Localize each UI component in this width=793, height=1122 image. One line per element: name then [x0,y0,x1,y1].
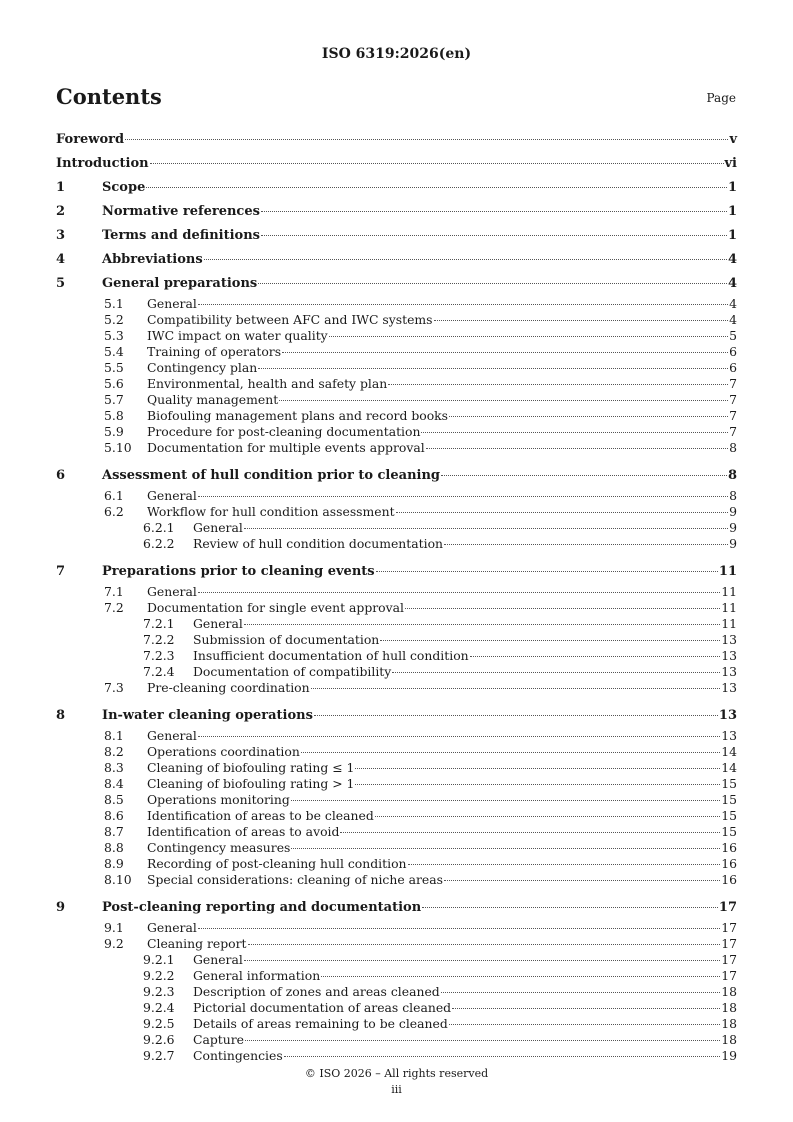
toc-entry-page: 17 [718,900,737,915]
toc-entry-number: 5.6 [104,376,124,391]
toc-entry[interactable] [56,520,737,536]
toc-entry[interactable] [56,584,737,600]
toc-entry-page: 4 [729,296,737,311]
toc-entry-title: Recording of post-cleaning hull condition [147,856,407,871]
dot-leader [291,800,720,801]
toc-entry[interactable] [56,152,737,176]
toc-entry[interactable] [56,360,737,376]
toc-entry-title: Operations coordination [147,744,300,759]
toc-entry-page: 9 [729,504,737,519]
toc-entry-title: Contingencies [193,1048,283,1063]
toc-entry[interactable] [56,1016,737,1032]
toc-entry[interactable] [56,648,737,664]
toc-entry[interactable] [56,728,737,744]
toc-entry-number: 8.8 [104,840,124,855]
dot-leader [311,688,721,689]
toc-entry-page: 15 [721,792,737,807]
toc-entry-page: 11 [718,564,737,579]
dot-leader [258,283,727,284]
dot-leader [301,752,720,753]
toc-entry-number: 9.2.4 [143,1000,175,1015]
toc-entry-number: 8.2 [104,744,124,759]
toc-entry[interactable] [56,312,737,328]
toc-entry-title: General [193,952,243,967]
toc-entry-number: 6.2.1 [143,520,175,535]
toc-entry[interactable] [56,176,737,200]
toc-entry-title: General information [193,968,321,983]
toc-entry[interactable] [56,424,737,440]
toc-entry-page: 16 [721,872,737,887]
toc-entry-number: 7 [56,564,66,579]
contents-title: Contents [56,84,162,109]
toc-entry-title: Preparations prior to cleaning events [102,564,375,579]
toc-entry[interactable] [56,952,737,968]
toc-entry-number: 5.10 [104,440,132,455]
toc-entry-title: General [147,920,197,935]
dot-leader [198,496,728,497]
toc-entry[interactable] [56,664,737,680]
toc-entry[interactable] [56,704,737,728]
toc-entry-page: 1 [727,204,737,219]
toc-entry-page: 18 [721,1016,737,1031]
dot-leader [426,448,728,449]
toc-entry-title: In-water cleaning operations [102,708,313,723]
toc-entry-title: General [147,584,197,599]
toc-entry-number: 3 [56,228,66,243]
toc-entry-page: 11 [721,616,737,631]
toc-entry-page: 11 [721,584,737,599]
toc-entry[interactable] [56,392,737,408]
dot-leader [340,832,720,833]
toc-entry[interactable] [56,760,737,776]
toc-entry-number: 2 [56,204,66,219]
toc-entry-title: Documentation of compatibility [193,664,392,679]
page-column-label: Page [706,91,736,105]
toc-entry-title: Assessment of hull condition prior to cleaning [102,468,440,483]
toc-entry-title: Details of areas remaining to be cleaned [193,1016,448,1031]
toc-entry[interactable] [56,296,737,312]
toc-entry[interactable] [56,464,737,488]
dot-leader [408,864,721,865]
dot-leader [449,1024,720,1025]
copyright-notice: © ISO 2026 – All rights reserved [304,1067,489,1080]
toc-entry-page: 13 [721,648,737,663]
dot-leader [388,384,728,385]
toc-entry[interactable] [56,856,737,872]
toc-entry[interactable] [56,936,737,952]
dot-leader [198,304,728,305]
toc-entry-title: Documentation for multiple events approval [147,440,425,455]
toc-entry-number: 6 [56,468,66,483]
dot-leader [258,368,728,369]
dot-leader [470,656,721,657]
toc-entry[interactable] [56,872,737,888]
toc-entry-number: 5.9 [104,424,124,439]
dot-leader [284,1056,721,1057]
toc-entry[interactable] [56,896,737,920]
dot-leader [444,880,720,881]
toc-entry-page: 7 [729,376,737,391]
toc-entry-title: Contingency plan [147,360,258,375]
toc-entry-page: vi [724,156,737,171]
toc-entry-number: 9.2.7 [143,1048,175,1063]
toc-entry[interactable] [56,680,737,696]
toc-entry-page: 4 [727,276,737,291]
toc-entry-number: 6.2 [104,504,124,519]
toc-entry-title: Biofouling management plans and record books [147,408,449,423]
dot-leader [444,544,728,545]
toc-entry-title: Review of hull condition documentation [193,536,444,551]
dot-leader [261,235,727,236]
toc-entry-page: 8 [727,468,737,483]
toc-entry-title: General preparations [102,276,258,291]
dot-leader [422,907,718,908]
toc-entry[interactable] [56,200,737,224]
toc-entry-title: Pre-cleaning coordination [147,680,310,695]
toc-entry-page: 4 [729,312,737,327]
toc-entry-title: Identification of areas to be cleaned [147,808,374,823]
dot-leader [441,992,721,993]
toc-entry-title: General [147,488,197,503]
dot-leader [329,336,728,337]
toc-entry-number: 5.8 [104,408,124,423]
toc-entry-number: 8.5 [104,792,124,807]
toc-entry-number: 8.7 [104,824,124,839]
dot-leader [405,608,720,609]
toc-entry-number: 7.2.1 [143,616,175,631]
toc-entry-title: Abbreviations [102,252,203,267]
toc-entry-page: 13 [721,632,737,647]
toc-entry-number: 5.7 [104,392,124,407]
toc-entry-number: 4 [56,252,66,267]
toc-entry[interactable] [56,1000,737,1016]
dot-leader [146,187,727,188]
toc-entry-title: Special considerations: cleaning of niche areas [147,872,443,887]
dot-leader [125,139,728,140]
toc-entry-title: Workflow for hull condition assessment [147,504,395,519]
toc-entry-number: 7.1 [104,584,124,599]
toc-entry-title: Foreword [56,132,125,147]
dot-leader [449,416,728,417]
toc-entry-title: General [147,296,197,311]
toc-entry[interactable] [56,1032,737,1048]
toc-entry[interactable] [56,504,737,520]
toc-entry[interactable] [56,224,737,248]
toc-entry-page: 9 [729,536,737,551]
toc-entry[interactable] [56,984,737,1000]
toc-entry-title: Post-cleaning reporting and documentation [102,900,422,915]
toc-entry-page: 7 [729,424,737,439]
toc-entry[interactable] [56,1048,737,1064]
toc-entry-title: Submission of documentation [193,632,380,647]
toc-entry-number: 5.1 [104,296,124,311]
toc-entry-number: 9.2.6 [143,1032,175,1047]
page-footer [0,1066,793,1098]
toc-entry-number: 6.2.2 [143,536,175,551]
toc-entry-number: 7.3 [104,680,124,695]
toc-entry-title: Cleaning report [147,936,247,951]
toc-entry[interactable] [56,536,737,552]
toc-entry-title: General [147,728,197,743]
toc-entry[interactable] [56,344,737,360]
toc-entry-page: 6 [729,360,737,375]
toc-entry-page: 17 [721,936,737,951]
toc-entry-number: 9.2 [104,936,124,951]
toc-entry[interactable] [56,776,737,792]
toc-entry-title: Scope [102,180,146,195]
dot-leader [380,640,720,641]
toc-entry-title: Introduction [56,156,149,171]
toc-entry-page: 16 [721,840,737,855]
toc-entry-number: 5.5 [104,360,124,375]
dot-leader [291,848,720,849]
toc-entry-number: 8.4 [104,776,124,791]
toc-entry-number: 5.4 [104,344,124,359]
toc-entry[interactable] [56,376,737,392]
toc-entry-number: 5.2 [104,312,124,327]
toc-entry-title: Cleaning of biofouling rating ≤ 1 [147,760,355,775]
toc-entry[interactable] [56,488,737,504]
dot-leader [355,768,720,769]
dot-leader [261,211,727,212]
toc-entry-page: 17 [721,952,737,967]
dot-leader [198,928,720,929]
dot-leader [198,592,720,593]
toc-entry-title: Training of operators [147,344,282,359]
toc-entry-title: Description of zones and areas cleaned [193,984,440,999]
toc-entry-title: Insufficient documentation of hull condition [193,648,469,663]
toc-entry[interactable] [56,560,737,584]
toc-entry[interactable] [56,920,737,936]
toc-entry-number: 8.1 [104,728,124,743]
toc-entry-page: 4 [727,252,737,267]
toc-entry-number: 1 [56,180,66,195]
dot-leader [279,400,728,401]
toc-entry-page: 16 [721,856,737,871]
toc-entry-page: 13 [721,680,737,695]
dot-leader [392,672,720,673]
toc-entry-number: 9.2.3 [143,984,175,999]
dot-leader [434,320,729,321]
toc-entry-title: Contingency measures [147,840,291,855]
toc-entry-number: 8 [56,708,66,723]
dot-leader [321,976,720,977]
toc-entry[interactable] [56,272,737,296]
toc-entry[interactable] [56,600,737,616]
toc-entry[interactable] [56,840,737,856]
dot-leader [452,1008,720,1009]
toc-entry-title: Documentation for single event approval [147,600,404,615]
document-id-header: ISO 6319:2026(en) [321,46,472,62]
toc-entry-page: 1 [727,180,737,195]
toc-entry-page: 8 [729,440,737,455]
toc-entry-number: 8.9 [104,856,124,871]
toc-entry[interactable] [56,792,737,808]
toc-entry-page: 13 [718,708,737,723]
toc-entry-title: General [193,520,243,535]
table-of-contents [56,128,737,1064]
toc-entry-page: 17 [721,920,737,935]
toc-entry[interactable] [56,808,737,824]
toc-entry-page: 9 [729,520,737,535]
toc-entry[interactable] [56,616,737,632]
dot-leader [282,352,728,353]
page-number: iii [391,1083,402,1096]
toc-entry-number: 8.3 [104,760,124,775]
dot-leader [244,528,728,529]
toc-entry[interactable] [56,440,737,456]
dot-leader [244,624,720,625]
toc-entry[interactable] [56,824,737,840]
dot-leader [198,736,720,737]
toc-entry-title: Environmental, health and safety plan [147,376,388,391]
toc-entry-page: 18 [721,1032,737,1047]
toc-entry-number: 7.2 [104,600,124,615]
dot-leader [245,1040,720,1041]
toc-entry-number: 7.2.2 [143,632,175,647]
toc-entry-page: 5 [729,328,737,343]
toc-entry-page: 13 [721,728,737,743]
dot-leader [248,944,721,945]
toc-entry-page: 18 [721,984,737,999]
toc-entry-number: 9 [56,900,66,915]
toc-entry-page: 15 [721,824,737,839]
toc-entry-title: General [193,616,243,631]
dot-leader [204,259,727,260]
dot-leader [375,816,720,817]
toc-entry-page: 1 [727,228,737,243]
toc-entry-title: Terms and definitions [102,228,260,243]
toc-entry-title: Capture [193,1032,245,1047]
toc-entry-title: Identification of areas to avoid [147,824,340,839]
toc-entry[interactable] [56,408,737,424]
toc-entry-number: 5 [56,276,66,291]
dot-leader [314,715,718,716]
toc-entry-page: 13 [721,664,737,679]
toc-entry-number: 8.6 [104,808,124,823]
toc-entry-title: Quality management [147,392,279,407]
toc-entry-page: 17 [721,968,737,983]
toc-entry-title: Procedure for post-cleaning documentation [147,424,421,439]
dot-leader [396,512,729,513]
toc-entry-page: 15 [721,808,737,823]
toc-entry[interactable] [56,328,737,344]
toc-entry[interactable] [56,744,737,760]
toc-entry-number: 8.10 [104,872,132,887]
toc-entry[interactable] [56,128,737,152]
toc-entry-page: 8 [729,488,737,503]
toc-entry-page: 7 [729,392,737,407]
toc-entry-page: 14 [721,744,737,759]
dot-leader [441,475,727,476]
toc-entry-page: v [729,132,737,147]
toc-entry-number: 9.1 [104,920,124,935]
toc-entry-page: 11 [721,600,737,615]
toc-entry-page: 7 [729,408,737,423]
toc-entry-title: Pictorial documentation of areas cleaned [193,1000,452,1015]
toc-entry[interactable] [56,248,737,272]
toc-entry-title: IWC impact on water quality [147,328,328,343]
toc-entry-page: 19 [721,1048,737,1063]
dot-leader [244,960,720,961]
toc-entry-number: 5.3 [104,328,124,343]
toc-entry-number: 7.2.3 [143,648,175,663]
toc-entry-number: 9.2.1 [143,952,175,967]
toc-entry-title: Cleaning of biofouling rating > 1 [147,776,355,791]
toc-entry[interactable] [56,968,737,984]
toc-entry-page: 6 [729,344,737,359]
toc-entry-number: 9.2.5 [143,1016,175,1031]
toc-entry-page: 15 [721,776,737,791]
dot-leader [355,784,720,785]
toc-entry-page: 14 [721,760,737,775]
dot-leader [421,432,728,433]
toc-entry[interactable] [56,632,737,648]
toc-entry-number: 9.2.2 [143,968,175,983]
dot-leader [376,571,718,572]
toc-entry-title: Normative references [102,204,260,219]
toc-entry-title: Operations monitoring [147,792,290,807]
toc-entry-number: 7.2.4 [143,664,175,679]
dot-leader [150,163,724,164]
toc-entry-title: Compatibility between AFC and IWC systems [147,312,433,327]
toc-entry-page: 18 [721,1000,737,1015]
toc-entry-number: 6.1 [104,488,124,503]
